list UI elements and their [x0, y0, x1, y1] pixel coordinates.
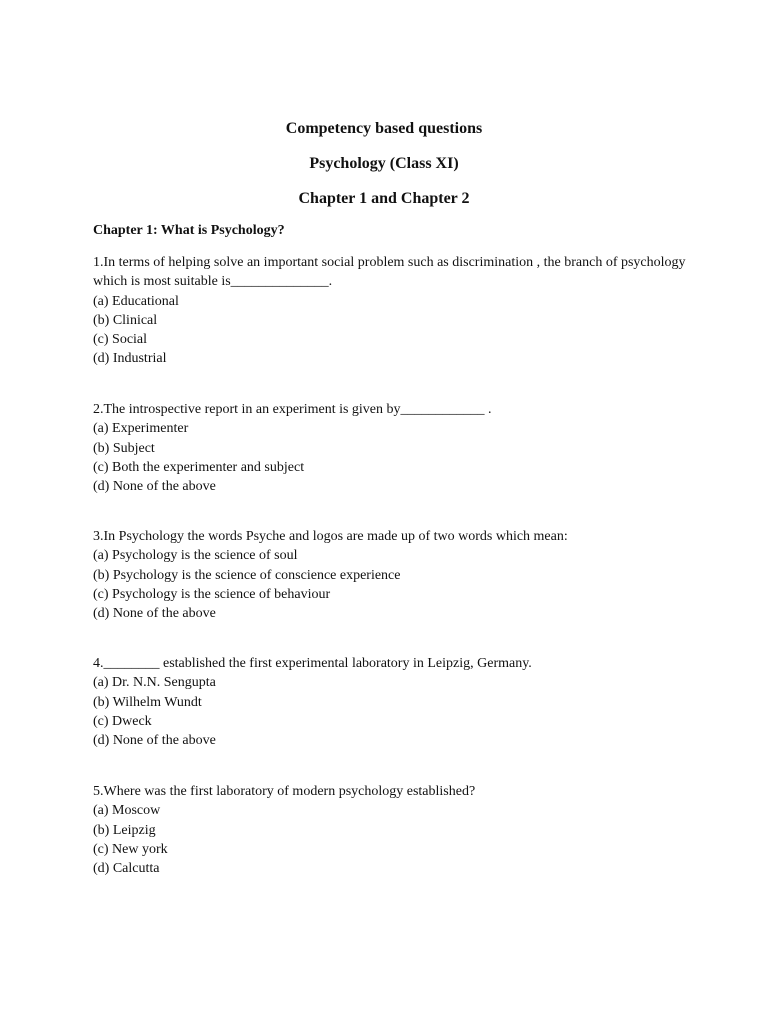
question-stem: 1.In terms of helping solve an important social problem such as discrimination , the branch of psychology which is most suitable is______________. — [93, 255, 690, 290]
option-d: (d) Calcutta — [93, 861, 160, 877]
question-1 — [93, 253, 693, 369]
chapter-heading: Chapter 1: What is Psychology? — [93, 223, 285, 238]
question-2 — [93, 400, 693, 496]
option-b: (b) Subject — [93, 440, 155, 456]
option-a: (a) Educational — [93, 293, 179, 309]
option-c: (c) Social — [93, 332, 148, 348]
option-a: (a) Moscow — [93, 803, 161, 819]
option-d: (d) Industrial — [93, 351, 167, 367]
question-stem: 4.________ established the first experimental laboratory in Leipzig, Germany. — [93, 656, 532, 671]
option-d: (d) None of the above — [93, 479, 216, 495]
option-c: (c) Dweck — [93, 713, 152, 729]
document-subject: Psychology (Class XI) — [309, 155, 459, 172]
question-stem: 2.The introspective report in an experiment is given by____________ . — [93, 402, 492, 417]
option-b: (b) Wilhelm Wundt — [93, 694, 202, 710]
option-a: (a) Dr. N.N. Sengupta — [93, 675, 216, 691]
option-b: (b) Clinical — [93, 312, 158, 328]
option-c: (c) New york — [93, 841, 168, 857]
option-b: (b) Psychology is the science of conscience experience — [93, 567, 401, 583]
option-c: (c) Both the experimenter and subject — [93, 459, 305, 475]
option-a: (a) Psychology is the science of soul — [93, 548, 298, 564]
option-b: (b) Leipzig — [93, 822, 156, 838]
document-chapters: Chapter 1 and Chapter 2 — [298, 190, 470, 207]
option-d: (d) None of the above — [93, 733, 216, 749]
question-stem: 5.Where was the first laboratory of modern psychology established? — [93, 784, 476, 799]
question-4 — [93, 654, 693, 750]
question-stem: 3.In Psychology the words Psyche and logos are made up of two words which mean: — [93, 529, 568, 544]
question-5 — [93, 782, 693, 878]
option-c: (c) Psychology is the science of behaviour — [93, 586, 331, 602]
option-a: (a) Experimenter — [93, 421, 189, 437]
option-d: (d) None of the above — [93, 606, 216, 622]
document-title: Competency based questions — [285, 120, 483, 137]
question-3 — [93, 527, 693, 623]
